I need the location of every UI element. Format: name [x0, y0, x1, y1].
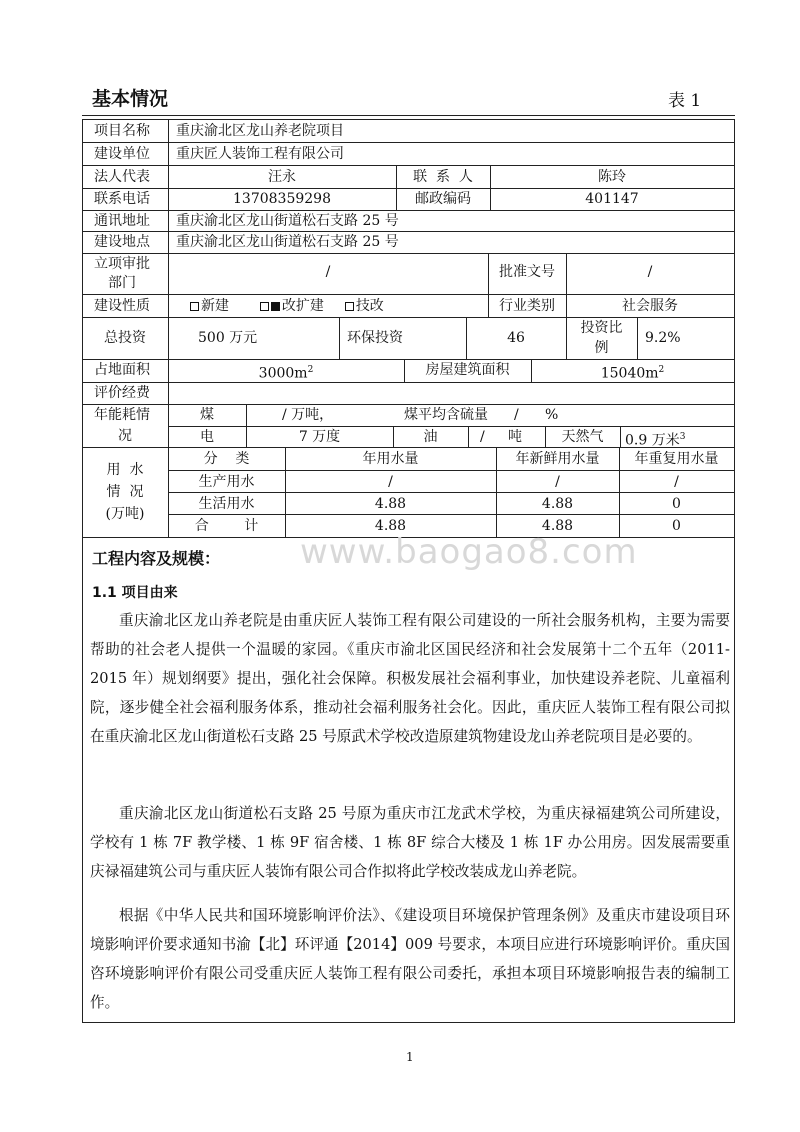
table-divider [168, 426, 734, 427]
floor-area-sup: 2 [658, 365, 665, 375]
nature-tech-label: 技改 [355, 298, 384, 314]
postcode-label: 邮政编码 [415, 191, 471, 207]
area-cell [168, 362, 404, 382]
table-divider [82, 210, 734, 211]
water-row-category: 合 计 [194, 518, 259, 534]
gas-value: 0.9 万米 [625, 432, 680, 449]
water-label: 用 水 [106, 462, 144, 478]
table-divider [339, 317, 340, 359]
ratio-value: 9.2% [645, 330, 681, 346]
legal-rep-label: 法人代表 [94, 169, 150, 185]
floor-area-cell [531, 362, 734, 382]
coal-sulfur-label: 煤平均含硫量 [404, 407, 488, 423]
approval-dept-label: 立项审批 [94, 256, 150, 272]
table-divider [82, 231, 734, 232]
approval-doc-label: 批准文号 [499, 264, 555, 280]
site-label: 建设地点 [94, 234, 150, 250]
water-row-annual: / [388, 474, 393, 490]
elec-label: 电 [200, 429, 214, 445]
paragraph: 根据《中华人民共和国环境影响评价法》、《建设项目环境保护管理条例》及重庆市建设项目环境影响评价要求通知书渝【北】环评通【2014】009 号要求，本项目应进行环境影响评价。重庆国咨环境影响评价有限公司受重庆匠人装饰工程有限公司委托，承担本项目环境影响报告表的编制工作。 [90, 907, 730, 1011]
table-divider [168, 470, 734, 471]
contact-value: 陈玲 [598, 169, 626, 185]
table-divider [82, 294, 734, 295]
energy-label-line2: 况 [118, 428, 132, 444]
water-row-fresh: 4.88 [541, 518, 574, 534]
paragraph: 重庆渝北区龙山街道松石支路 25 号原为重庆市江龙武术学校，为重庆禄福建筑公司所建设，学校有 1 栋 7F 教学楼、1 栋 9F 宿舍楼、1 栋 8F 综合大楼及 1 栋 1F 办公用房。因发展需要重庆禄福建筑公司与重庆匠人装饰有限公司合作拟将此学校改装成龙山养老院。 [90, 805, 730, 880]
phone-value: 13708359298 [233, 191, 331, 207]
ratio-label-line2: 例 [594, 340, 609, 356]
checkbox-new [190, 302, 199, 311]
nature-options [190, 298, 384, 314]
table-divider [637, 317, 638, 359]
oil-label: 油 [423, 429, 438, 445]
invest-label: 总投资 [104, 330, 146, 346]
table-divider [620, 426, 621, 447]
address-label: 通讯地址 [94, 213, 150, 229]
table-divider [82, 404, 734, 405]
table-divider [82, 382, 734, 383]
floor-area-value: 15040m [600, 365, 659, 382]
env-invest-value: 46 [507, 330, 525, 346]
invest-value: 500 万元 [198, 330, 258, 346]
energy-label: 年能耗情 [94, 407, 150, 423]
table-number: 表 1 [668, 91, 702, 111]
gas-cell [625, 429, 685, 449]
water-row-reuse: 0 [672, 496, 681, 512]
table-divider [82, 188, 734, 189]
oil-unit: 吨 [508, 429, 522, 445]
nature-label: 建设性质 [94, 298, 150, 314]
water-header-reuse: 年重复用水量 [634, 451, 719, 467]
watermark: www.baogao8.com [300, 532, 638, 572]
water-row-annual: 4.88 [374, 496, 407, 512]
checkbox-expand-empty [260, 302, 269, 311]
industry-value: 社会服务 [622, 298, 678, 314]
env-invest-label: 环保投资 [347, 330, 403, 346]
water-row-fresh: 4.88 [541, 496, 574, 512]
coal-sulfur-value: / [514, 407, 519, 423]
project-name-value: 重庆渝北区龙山养老院项目 [176, 123, 344, 139]
table-divider [468, 426, 469, 447]
table-divider [82, 165, 734, 166]
gas-label: 天然气 [561, 429, 604, 445]
water-row-reuse: 0 [672, 518, 681, 534]
approval-doc-value: / [647, 264, 653, 280]
water-header-annual: 年用水量 [362, 451, 419, 467]
project-name-label: 项目名称 [94, 123, 150, 139]
table-divider [82, 253, 734, 254]
water-row-annual: 4.88 [374, 518, 407, 534]
oil-value: / [480, 429, 485, 445]
builder-value: 重庆匠人装饰工程有限公司 [176, 146, 344, 162]
elec-value: 7 万度 [298, 429, 341, 445]
water-row-category: 生活用水 [198, 496, 255, 512]
approval-dept-value: / [325, 264, 331, 280]
site-value: 重庆渝北区龙山街道松石支路 25 号 [176, 234, 399, 250]
gas-sup: 3 [679, 432, 686, 442]
eval-fee-label: 评价经费 [94, 385, 150, 401]
section-title: 工程内容及规模： [92, 549, 221, 568]
water-header-fresh: 年新鲜用水量 [515, 451, 600, 467]
builder-label: 建设单位 [94, 146, 150, 162]
water-header-category: 分 类 [203, 451, 250, 467]
paragraph: 重庆渝北区龙山养老院是由重庆匠人装饰工程有限公司建设的一所社会服务机构，主要为需要帮助的社会老人提供一个温暖的家园。《重庆市渝北区国民经济和社会发展第十二个五年（2011-2015 年）规划纲要》提出，强化社会保障。积极发展社会福利事业，加快建设养老院、儿童福利院，逐步健全社会福利服务体系，推动社会福利服务社会化。因此，重庆匠人装饰工程有限公司拟在重庆渝北区龙山街道松石支路 25 号原武术学校改造原建筑物建设龙山养老院项目是必要的。 [90, 612, 730, 745]
area-sup: 2 [307, 365, 314, 375]
water-row-reuse: / [674, 474, 679, 490]
header-rule [82, 115, 735, 116]
phone-label: 联系电话 [94, 191, 150, 207]
water-row-fresh: / [555, 474, 560, 490]
page-title: 基本情况 [92, 88, 169, 110]
section-subtitle: 1.1 项目由来 [92, 585, 178, 601]
water-label-line3: (万吨) [105, 506, 145, 522]
coal-value: / 万吨， [282, 407, 334, 423]
table-divider [82, 142, 734, 143]
contact-label: 联 系 人 [413, 169, 473, 185]
industry-label: 行业类别 [499, 298, 555, 314]
legal-rep-value: 汪永 [268, 169, 296, 185]
table-divider [168, 514, 734, 515]
approval-dept-label-line2: 部门 [108, 275, 136, 291]
checkbox-tech [345, 302, 354, 311]
page-number: 1 [406, 1050, 414, 1064]
checkbox-expand-filled [271, 302, 280, 311]
water-label-line2: 情 况 [106, 484, 144, 500]
area-value: 3000m [258, 365, 308, 382]
floor-area-label: 房屋建筑面积 [425, 362, 510, 378]
postcode-value: 401147 [585, 191, 639, 207]
area-label: 占地面积 [94, 362, 150, 378]
address-value: 重庆渝北区龙山街道松石支路 25 号 [176, 213, 399, 229]
table-divider [82, 359, 734, 360]
water-row-category: 生产用水 [198, 474, 255, 490]
ratio-label: 投资比 [580, 320, 623, 336]
coal-label: 煤 [200, 407, 214, 423]
coal-sulfur-unit: % [545, 407, 559, 423]
table-divider [168, 492, 734, 493]
nature-new-label: 新建 [201, 298, 229, 314]
nature-expand-label: 改扩建 [281, 298, 324, 314]
